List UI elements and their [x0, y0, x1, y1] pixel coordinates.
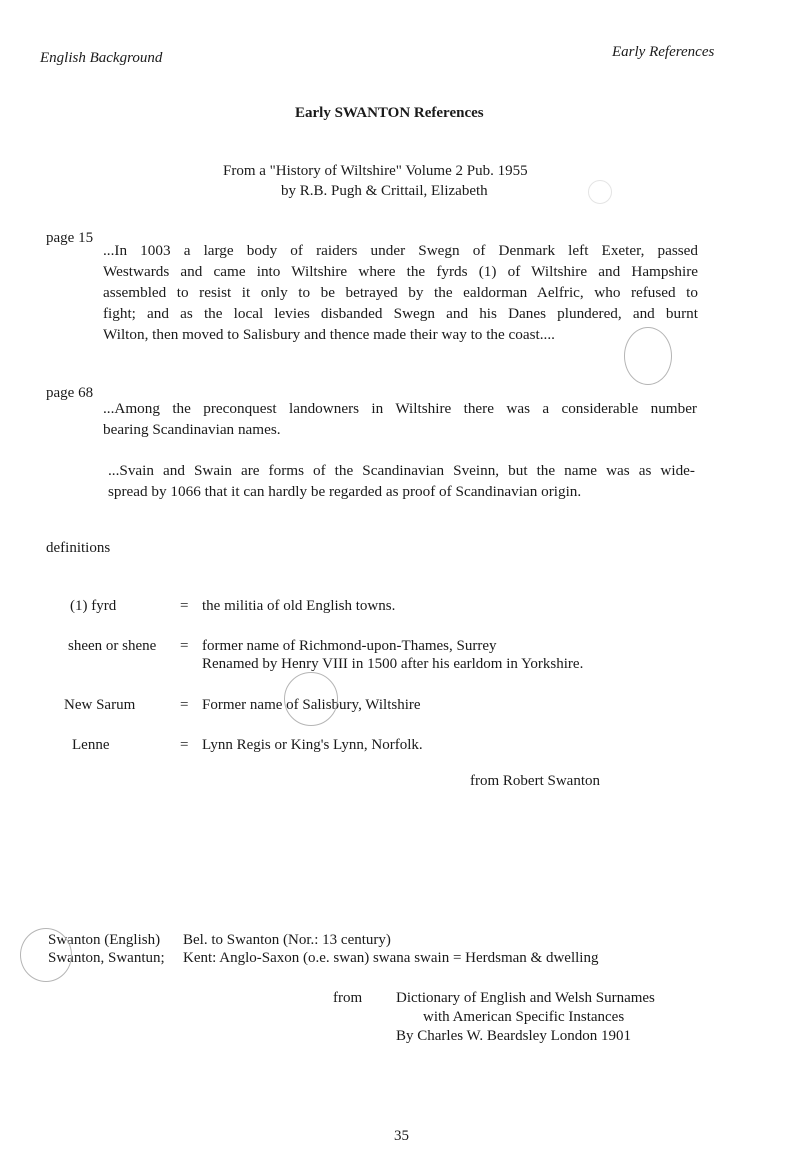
page-15-paragraph — [103, 240, 698, 345]
page-number: 35 — [394, 1128, 409, 1144]
definition-term-lenne: Lenne — [72, 737, 110, 753]
citation-from-label: from — [333, 990, 363, 1006]
surname-entry-2: Swanton, Swantun; — [48, 950, 165, 966]
surname-meaning-2: Kent: Anglo-Saxon (o.e. swan) swana swain = Herdsman & dwelling — [183, 950, 599, 966]
definitions-label: definitions — [46, 540, 111, 556]
paragraph-line: spread by 1066 that it can hardly be regarded as proof of Scandinavian origin. — [108, 483, 582, 500]
definitions-attribution: from Robert Swanton — [470, 773, 600, 789]
paragraph-line: ...In 1003 a large body of raiders under Swegn of Denmark left Exeter, passed — [103, 242, 698, 259]
definition-value-new-sarum: Former name of Salisbury, Wiltshire — [202, 697, 421, 713]
paragraph-line: fight; and as the local levies disbanded Swegn and his Danes plundered, and burnt — [103, 305, 698, 322]
citation-line-3: By Charles W. Beardsley London 1901 — [396, 1028, 631, 1044]
scan-blemish — [588, 180, 612, 204]
definition-term-new-sarum: New Sarum — [64, 697, 136, 713]
definition-value-sheen-line-2: Renamed by Henry VIII in 1500 after his earldom in Yorkshire. — [202, 656, 584, 672]
surname-entry-1: Swanton (English) — [48, 932, 161, 948]
definition-value-fyrd: the militia of old English towns. — [202, 598, 396, 614]
definition-equals: = — [180, 598, 189, 614]
page-15-label: page 15 — [46, 230, 94, 246]
paragraph-line: Wilton, then moved to Salisbury and thence made their way to the coast.... — [103, 326, 555, 343]
citation-line-1: Dictionary of English and Welsh Surnames — [396, 990, 655, 1006]
surname-meaning-1: Bel. to Swanton (Nor.: 13 century) — [183, 932, 391, 948]
definition-equals: = — [180, 737, 189, 753]
running-header-left: English Background — [40, 50, 163, 66]
paragraph-line: Westwards and came into Wiltshire where the fyrds (1) of Wiltshire and Hampshire — [103, 263, 698, 280]
page-68-paragraph-1 — [103, 398, 697, 440]
page-title: Early SWANTON References — [295, 105, 484, 121]
page-68-paragraph-2 — [108, 460, 695, 502]
citation-line-2: with American Specific Instances — [423, 1009, 625, 1025]
paragraph-line: assembled to resist it only to be betrayed by the ealdorman Aelfric, who refused to — [103, 284, 698, 301]
scan-blemish — [624, 327, 672, 385]
definition-value-lenne: Lynn Regis or King's Lynn, Norfolk. — [202, 737, 423, 753]
definition-value-sheen-line-1: former name of Richmond-upon-Thames, Surrey — [202, 638, 497, 654]
definition-equals: = — [180, 638, 189, 654]
paragraph-line: ...Svain and Swain are forms of the Scandinavian Sveinn, but the name was as wide- — [108, 462, 695, 479]
definition-term-sheen: sheen or shene — [68, 638, 157, 654]
paragraph-line: bearing Scandinavian names. — [103, 421, 281, 438]
definition-equals: = — [180, 697, 189, 713]
definition-term-fyrd: (1) fyrd — [70, 598, 117, 614]
page-68-label: page 68 — [46, 385, 94, 401]
source-line-1: From a "History of Wiltshire" Volume 2 Pub. 1955 — [223, 163, 528, 179]
paragraph-line: ...Among the preconquest landowners in Wiltshire there was a considerable number — [103, 400, 697, 417]
running-header-right: Early References — [612, 44, 715, 60]
scan-blemish — [284, 672, 338, 726]
source-line-2: by R.B. Pugh & Crittail, Elizabeth — [281, 183, 488, 199]
scan-blemish — [20, 928, 72, 982]
